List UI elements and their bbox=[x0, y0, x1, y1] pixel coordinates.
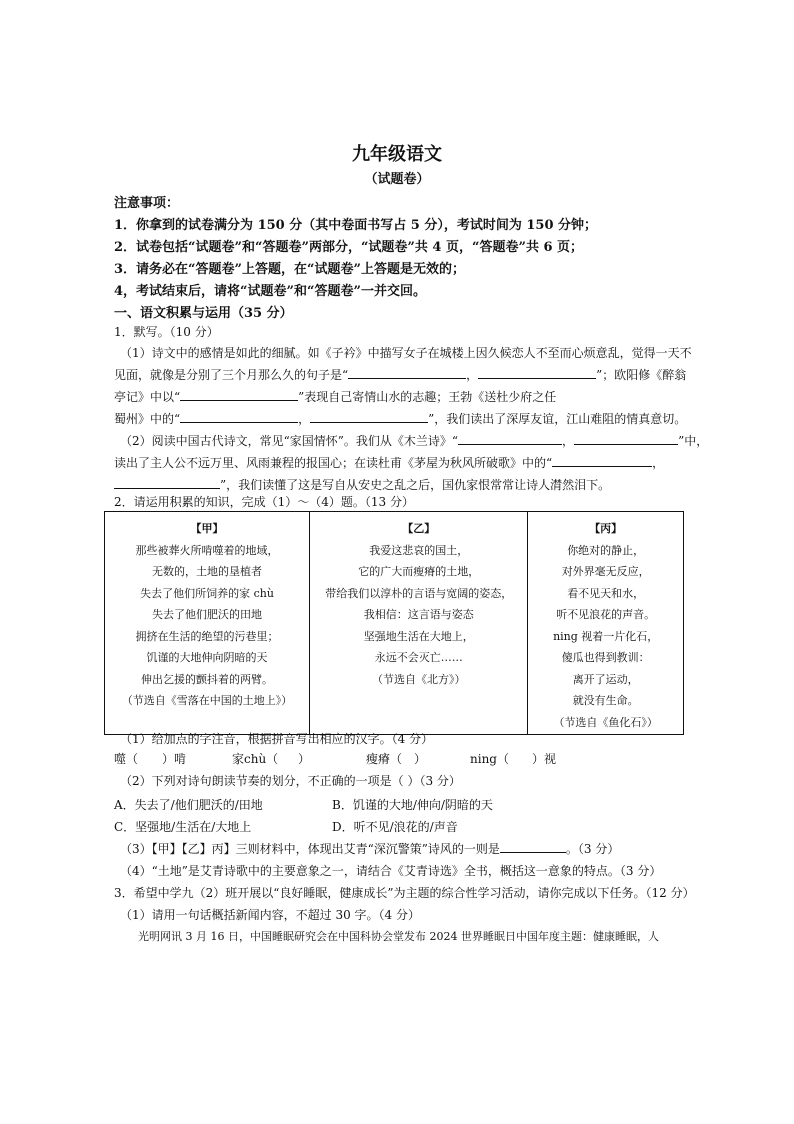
poem-line: 离开了运动， bbox=[572, 672, 639, 686]
q2-s1-item: ）视 bbox=[532, 752, 557, 766]
q2-s1: （1）给加点的字注音，根据拼音写出相应的汉字。（4 分） bbox=[120, 732, 434, 746]
poem-line: 我相信：这言语与姿态 bbox=[363, 608, 474, 621]
q2-option-a[interactable]: A．失去了/他们肥沃的/田地 bbox=[114, 798, 263, 812]
q2-s1-item: ） bbox=[414, 752, 427, 766]
poem-line: ning 视着一片化石， bbox=[553, 629, 659, 643]
q2-s1-item: ning（ bbox=[470, 752, 509, 766]
poem-line: 看不见天和水， bbox=[567, 586, 645, 600]
q1-p2-line3: ”，我们读懂了这是写自从安史之乱之后，国仇家恨常常让诗人潸然泪下。 bbox=[114, 476, 610, 493]
notice-item-2: 2．试卷包括“试题卷”和“答题卷”两部分，“试题卷”共 4 页，“答题卷”共 6 页； bbox=[114, 240, 584, 255]
blank[interactable] bbox=[310, 410, 428, 423]
poem-line: 傻瓜也得到教训： bbox=[561, 651, 650, 664]
blank[interactable] bbox=[500, 840, 566, 853]
poem-yi bbox=[310, 512, 528, 735]
q2-s3: （3）【甲】【乙】丙】三则材料中，体现出艾青“深沉警策”诗风的一则是 。（3 分） bbox=[120, 842, 620, 856]
q2-s1-item: ） bbox=[298, 752, 311, 766]
blank[interactable] bbox=[348, 366, 466, 379]
q1-p1-line3: 亭记》中以“ ”表现自己寄情山水的志趣；王勃《送杜少府之任 bbox=[114, 390, 557, 404]
q1-p2-line1: （2）阅读中国古代诗文，常见“家国情怀”。我们从《木兰诗》“ ， ”中， bbox=[120, 434, 709, 448]
notice-item-3: 3．请务必在“答题卷”上答题，在“试题卷”上答题是无效的； bbox=[114, 262, 465, 277]
q1-p1-line1: （1）诗文中的感情是如此的细腻。如《子衿》中描写女子在城楼上因久候恋人不至而心烦意乱，觉得一天不 bbox=[120, 346, 692, 360]
page-title: 九年级语文 bbox=[352, 144, 442, 165]
q2-s4: （4）“土地”是艾青诗歌中的主要意象之一，请结合《艾青诗选》全书，概括这一意象的特点。（3 分） bbox=[120, 864, 662, 878]
poem-head: 【甲】 bbox=[190, 522, 224, 535]
poem-line: 我爱这悲哀的国土， bbox=[369, 543, 469, 557]
notice-item-1: 1．你拿到的试卷满分为 150 分（其中卷面书写占 5 分），考试时间为 150 分钟； bbox=[114, 218, 598, 233]
page-subtitle: （试题卷） bbox=[364, 172, 430, 187]
poem-head: 【乙】 bbox=[402, 522, 436, 535]
poem-line: 那些被葬火所啃噬着的地域， bbox=[135, 543, 279, 557]
q1-p2-line2: 读出了主人公不远万里、风雨兼程的报国心；在读杜甫《茅屋为秋风所破歌》中的“ ， bbox=[114, 456, 665, 470]
blank[interactable] bbox=[180, 388, 298, 401]
blank[interactable] bbox=[180, 410, 298, 423]
q1-p1-line4: 蜀州》中的“ ， ”，我们读出了深厚友谊，江山难阻的情真意切。 bbox=[114, 412, 687, 426]
q2-option-d[interactable]: D．听不见/浪花的/声音 bbox=[332, 820, 458, 834]
q2-s1-item: ）啃 bbox=[162, 752, 187, 766]
q1-stem: 1．默写。（10 分） bbox=[114, 325, 219, 339]
q2-option-b[interactable]: B．饥谨的大地/伸向/阴暗的天 bbox=[332, 798, 493, 812]
section-heading: 一、语文积累与运用（35 分） bbox=[114, 306, 293, 321]
q2-s2: （2）下列对诗句朗读节奏的划分，不正确的一项是（ ）（3 分） bbox=[120, 774, 461, 788]
poem-line: 饥谨的大地伸向阴暗的天 bbox=[146, 651, 268, 664]
poem-line: 就没有生命。 bbox=[572, 694, 639, 707]
poem-line: 伸出乞援的颤抖着的两臂。 bbox=[141, 672, 274, 686]
poem-line: 带给我们以淳朴的言语与宽阔的姿态， bbox=[325, 586, 513, 600]
q3-s1: （1）请用一句话概括新闻内容，不超过 30 字。（4 分） bbox=[120, 908, 420, 922]
q2-s1-item: 瘦瘠（ bbox=[366, 752, 403, 766]
poem-line: 拥挤在生活的绝望的污巷里； bbox=[135, 629, 279, 643]
q2-s1-item: 家chù（ bbox=[232, 752, 279, 766]
poem-line: 听不见浪花的声音。 bbox=[556, 608, 656, 621]
blank[interactable] bbox=[552, 454, 652, 467]
poem-line: 失去了他们所饲养的家 chù bbox=[140, 586, 274, 600]
q1-p1-line2: 见面，就像是分别了三个月那么久的句子是“ ， ”；欧阳修《醉翁 bbox=[114, 368, 687, 382]
poem-bing bbox=[528, 512, 684, 735]
notice-item-4: 4，考试结束后，请将“试题卷”和“答题卷”一并交回。 bbox=[114, 284, 426, 299]
blank[interactable] bbox=[478, 366, 596, 379]
q2-s1-item: 噬（ bbox=[114, 752, 139, 766]
q2-stem: 2．请运用积累的知识，完成（1）～（4）题。（13 分） bbox=[114, 495, 414, 509]
blank[interactable] bbox=[458, 432, 562, 445]
blank[interactable] bbox=[574, 432, 678, 445]
poem-line: 永远不会灭亡…… bbox=[374, 651, 463, 664]
poem-source: （节选自《北方》） bbox=[371, 672, 466, 686]
blank[interactable] bbox=[114, 476, 220, 489]
poem-line: 坚强地生活在大地上， bbox=[363, 629, 474, 643]
poem-line: 对外界毫无反应， bbox=[561, 565, 650, 578]
poem-line: 它的广大而瘦瘠的土地， bbox=[358, 565, 480, 578]
q3-stem: 3．希望中学九（2）班开展以“良好睡眠，健康成长”为主题的综合性学习活动，请你完成以下任务。（12 分） bbox=[114, 886, 695, 900]
q2-option-c[interactable]: C．坚强地/生活在/大地上 bbox=[114, 820, 252, 834]
poems-table bbox=[104, 511, 684, 735]
poem-line: 你绝对的静止， bbox=[567, 543, 645, 557]
notice-heading: 注意事项： bbox=[114, 196, 180, 211]
poem-head: 【丙】 bbox=[589, 522, 623, 535]
q3-news: 光明网讯 3 月 16 日，中国睡眠研究会在中国科协会堂发布 2024 世界睡眠日中国年度主题：健康睡眠，人 bbox=[138, 930, 659, 943]
poem-source: （节选自《鱼化石》） bbox=[553, 715, 658, 729]
poem-line: 无数的，土地的垦植者 bbox=[152, 565, 263, 578]
poem-jia bbox=[105, 512, 310, 735]
poem-source: （节选自《雪落在中国的土地上》） bbox=[121, 694, 293, 707]
poem-line: 失去了他们肥沃的田地 bbox=[152, 608, 263, 621]
